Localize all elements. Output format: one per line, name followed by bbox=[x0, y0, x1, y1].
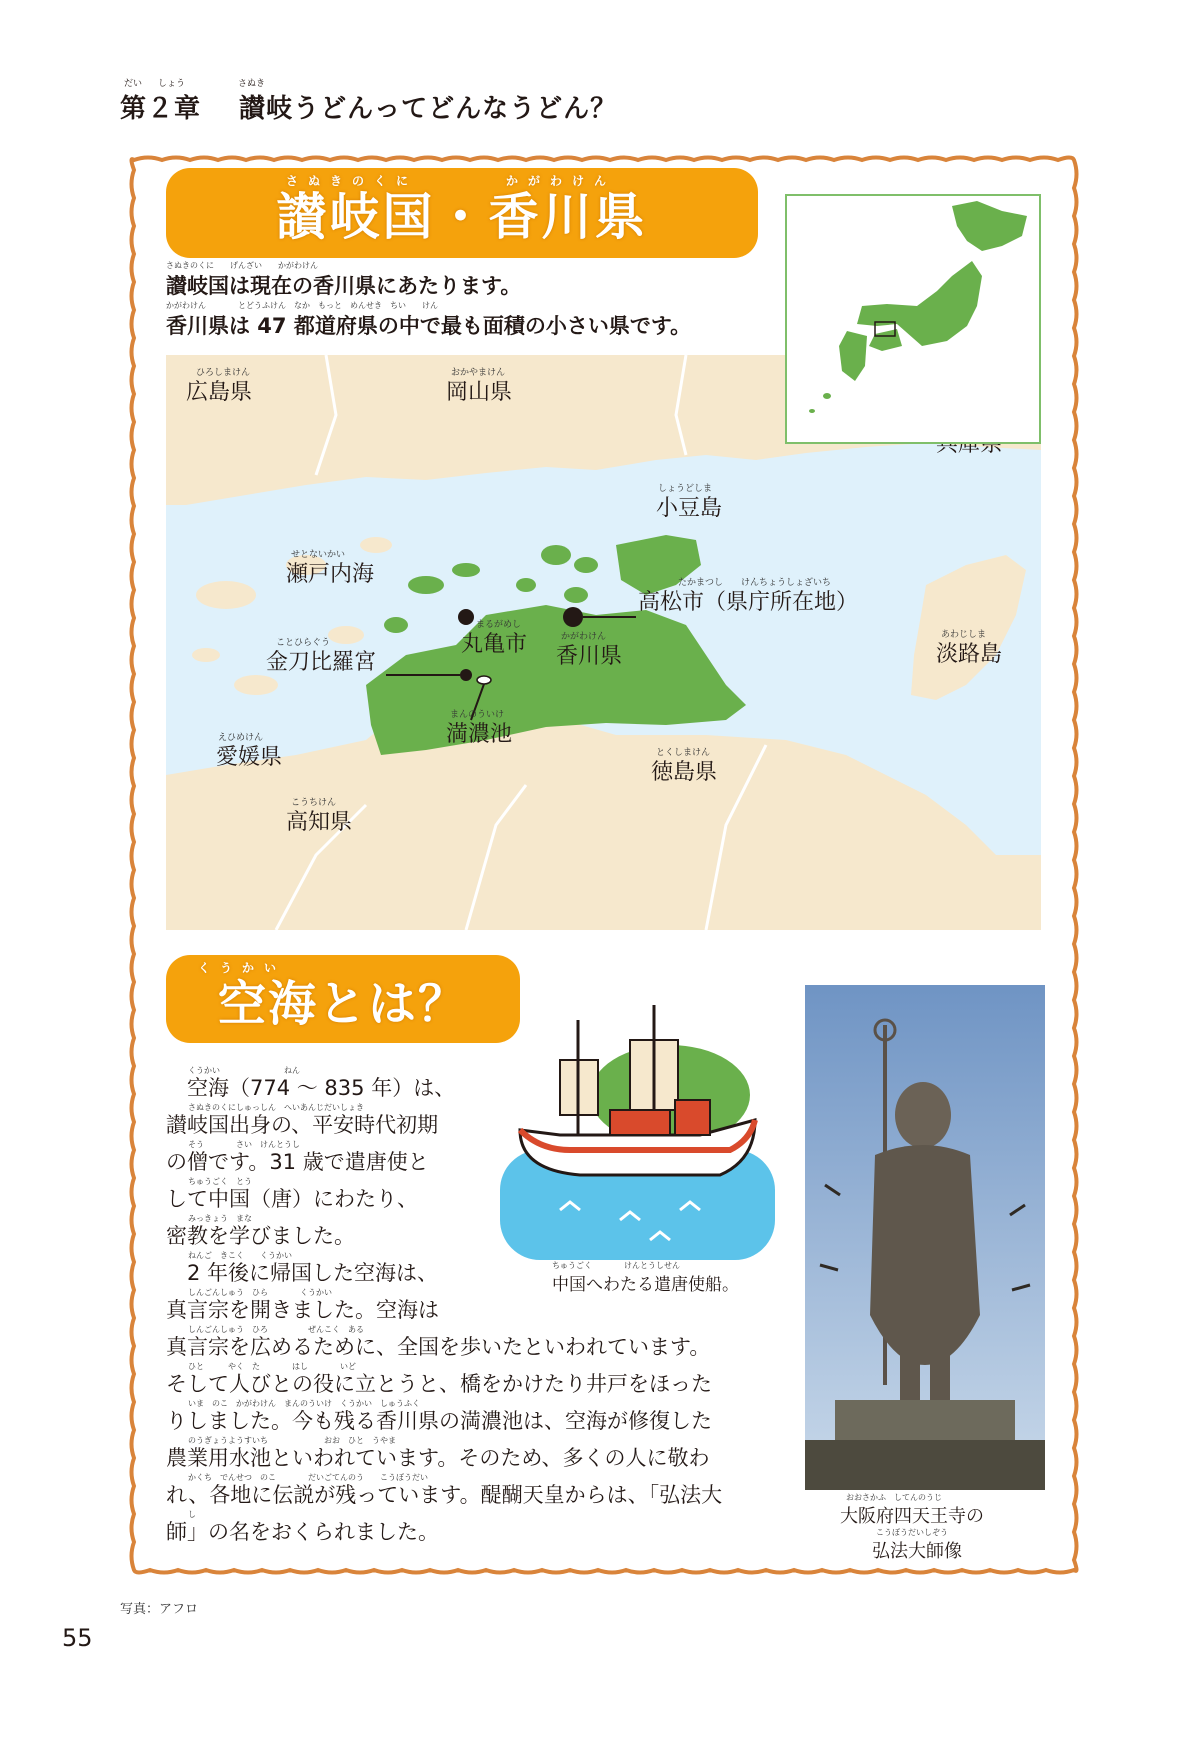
body-line bbox=[166, 1288, 439, 1322]
ruby-ehime: えひめけん bbox=[218, 733, 264, 743]
body-line-text: 密教を学びました。 bbox=[166, 1224, 355, 1248]
body-line-ruby: かくち でんせつ のこ だいごてんのう こうぼうだい bbox=[188, 1473, 428, 1482]
statue-caption-text-2: 弘法大師像 bbox=[872, 1541, 962, 1562]
label-awaji: 淡路島 bbox=[936, 642, 1003, 667]
body-line-text: れ、各地に伝説が残っています。醍醐天皇からは、「弘法大 bbox=[166, 1483, 723, 1507]
ruby-okayama: おかやまけん bbox=[451, 368, 506, 378]
body-line-text: 真言宗を広めるために、全国を歩いたといわれています。 bbox=[166, 1335, 711, 1359]
body-line-ruby: みっきょう まな bbox=[188, 1214, 252, 1223]
label-marugame: 丸亀市 bbox=[461, 632, 528, 657]
ruby-dai: だい bbox=[124, 79, 143, 89]
body-line bbox=[166, 1066, 456, 1100]
ruby-setonaikai: せとないかい bbox=[291, 550, 346, 560]
body-line-text: の僧です。31 歳で遣唐使と bbox=[166, 1150, 429, 1174]
body-line-text: そして人びとの役に立とうと、橋をかけたり井戸をほった bbox=[166, 1372, 712, 1396]
marugame-marker bbox=[458, 609, 474, 625]
ruby-awaji: あわじしま bbox=[941, 630, 987, 640]
body-line bbox=[166, 1251, 439, 1285]
takamatsu-marker bbox=[563, 607, 583, 627]
label-kagawa: 香川県 bbox=[556, 644, 623, 669]
body-line-ruby: くうかい ねん bbox=[188, 1066, 300, 1075]
banner-ruby-left: さぬきのくに bbox=[286, 174, 419, 188]
kyushu bbox=[839, 331, 867, 381]
japan-map-svg bbox=[787, 196, 1039, 442]
japan-inset-map bbox=[785, 194, 1041, 444]
chapter-title bbox=[120, 79, 618, 125]
statue-caption-text-1: 大阪府四天王寺の bbox=[840, 1506, 984, 1527]
label-mannou: 満濃池 bbox=[446, 722, 513, 747]
ship-caption-ruby: ちゅうごく けんとうしせん bbox=[552, 1261, 680, 1270]
body-line bbox=[166, 1399, 712, 1433]
body-line-text: 師」の名をおくられました。 bbox=[166, 1520, 439, 1544]
label-shodoshima: 小豆島 bbox=[656, 496, 723, 521]
label-takamatsu: 高松市（県庁所在地） bbox=[638, 590, 859, 615]
ruby-takamatsu: たかまつし けんちょうしょざいち bbox=[678, 578, 832, 588]
photo-credit: 写真：アフロ bbox=[120, 1602, 199, 1617]
body-line-text: 農業用水池といわれています。そのため、多くの人に敬わ bbox=[166, 1446, 710, 1470]
mannou-marker bbox=[477, 676, 491, 684]
body-line bbox=[166, 1473, 723, 1507]
ruby-kagawa: かがわけん bbox=[561, 632, 607, 642]
kotohira-marker bbox=[460, 669, 472, 681]
ruby-hiroshima: ひろしまけん bbox=[196, 368, 251, 378]
intro-ruby-1: さぬきのくに げんざい かがわけん bbox=[166, 261, 318, 270]
ruby-mannou: まんのういけ bbox=[450, 710, 505, 720]
ship-caption-text: 中国へわたる遣唐使船。 bbox=[552, 1275, 739, 1295]
body-line-ruby: ちゅうごく とう bbox=[188, 1177, 252, 1186]
body-line-text: 讃岐国出身の、平安時代初期 bbox=[166, 1113, 439, 1137]
body-line-text: して中国（唐）にわたり、 bbox=[166, 1187, 418, 1211]
label-kochi: 高知県 bbox=[286, 810, 353, 835]
ruby-kochi: こうちけん bbox=[291, 798, 337, 808]
body-line-ruby: そう さい けんとうし bbox=[188, 1140, 300, 1149]
ruby-shodoshima: しょうどしま bbox=[658, 484, 713, 494]
statue-caption-ruby-2: こうぼうだいしぞう bbox=[876, 1528, 948, 1537]
kentoushi-ship-illustration bbox=[500, 1000, 775, 1260]
body-line-ruby: し bbox=[188, 1510, 196, 1519]
hokkaido bbox=[952, 201, 1027, 251]
statue-caption-line-2 bbox=[872, 1528, 962, 1563]
ruby-sanuki: さぬき bbox=[238, 79, 266, 89]
body-line bbox=[166, 1362, 712, 1396]
shikoku bbox=[869, 329, 902, 351]
ruby-kotohira: ことひらぐう bbox=[276, 638, 331, 648]
body-line-ruby: ひと やく た はし いど bbox=[188, 1362, 356, 1371]
body-line-text: 空海（774 ～ 835 年）は、 bbox=[166, 1076, 456, 1100]
statue-caption-line-1 bbox=[840, 1493, 984, 1528]
body-line-ruby: ねんご きこく くうかい bbox=[188, 1251, 292, 1260]
body-line-text: りしました。今も残る香川県の満濃池は、空海が修復した bbox=[166, 1409, 712, 1433]
body-line-ruby: のうぎょうようすいち おお ひと うやま bbox=[188, 1436, 396, 1445]
label-setonaikai: 瀬戸内海 bbox=[286, 562, 375, 587]
ruby-tokushima: とくしまけん bbox=[656, 748, 711, 758]
ship-caption bbox=[552, 1261, 739, 1295]
intro-ruby-2: かがわけん とどうふけん なか もっと めんせき ちい けん bbox=[166, 301, 438, 310]
intro-text-1: 讃岐国は現在の香川県にあたります。 bbox=[166, 274, 522, 298]
body-line bbox=[166, 1510, 439, 1544]
body-line-ruby: しんごんしゅう ひろ ぜんこく ある bbox=[188, 1325, 364, 1334]
section-title: 讃岐国・香川県 bbox=[276, 188, 648, 246]
body-line-ruby: いま のこ かがわけん まんのういけ くうかい しゅうふく bbox=[188, 1399, 420, 1408]
body-line bbox=[166, 1325, 711, 1359]
ruby-marugame: まるがめし bbox=[476, 620, 522, 630]
ruby-shou: しょう bbox=[158, 79, 186, 89]
body-line-ruby: さぬきのくにしゅっしん へいあんじだいしょき bbox=[188, 1103, 364, 1112]
kobo-daishi-statue-photo bbox=[805, 985, 1045, 1490]
banner-ruby-right: かがわけん bbox=[506, 174, 617, 188]
section-banner-sanuki bbox=[166, 168, 758, 258]
chapter-heading: 讃岐うどんってどんなうどん？ bbox=[239, 94, 618, 124]
body-line-text: 真言宗を開きました。空海は bbox=[166, 1298, 439, 1322]
label-tokushima: 徳島県 bbox=[651, 760, 718, 785]
body-line bbox=[166, 1214, 355, 1248]
label-ehime: 愛媛県 bbox=[216, 745, 283, 770]
intro-line-2 bbox=[166, 301, 692, 340]
label-hiroshima: 広島県 bbox=[186, 380, 253, 405]
page-number: 55 bbox=[62, 1624, 93, 1652]
body-line-ruby: しんごんしゅう ひら くうかい bbox=[188, 1288, 332, 1297]
section-banner-kukai bbox=[166, 955, 520, 1043]
chapter-label: 第２章 bbox=[120, 94, 202, 124]
banner2-ruby: くうかい bbox=[198, 961, 287, 975]
body-line bbox=[166, 1436, 710, 1470]
statue-caption-ruby-1: おおさかふ してんのうじ bbox=[846, 1493, 942, 1502]
body-line bbox=[166, 1177, 418, 1211]
body-line-text: 2 年後に帰国した空海は、 bbox=[166, 1261, 439, 1285]
intro-line-1 bbox=[166, 261, 522, 300]
section2-title: 空海とは？ bbox=[217, 975, 468, 1032]
intro-text-2: 香川県は 47 都道府県の中で最も面積の小さい県です。 bbox=[166, 314, 692, 338]
label-kotohira: 金刀比羅宮 bbox=[266, 650, 377, 675]
body-line bbox=[166, 1140, 429, 1174]
label-okayama: 岡山県 bbox=[446, 380, 513, 405]
body-line bbox=[166, 1103, 439, 1137]
